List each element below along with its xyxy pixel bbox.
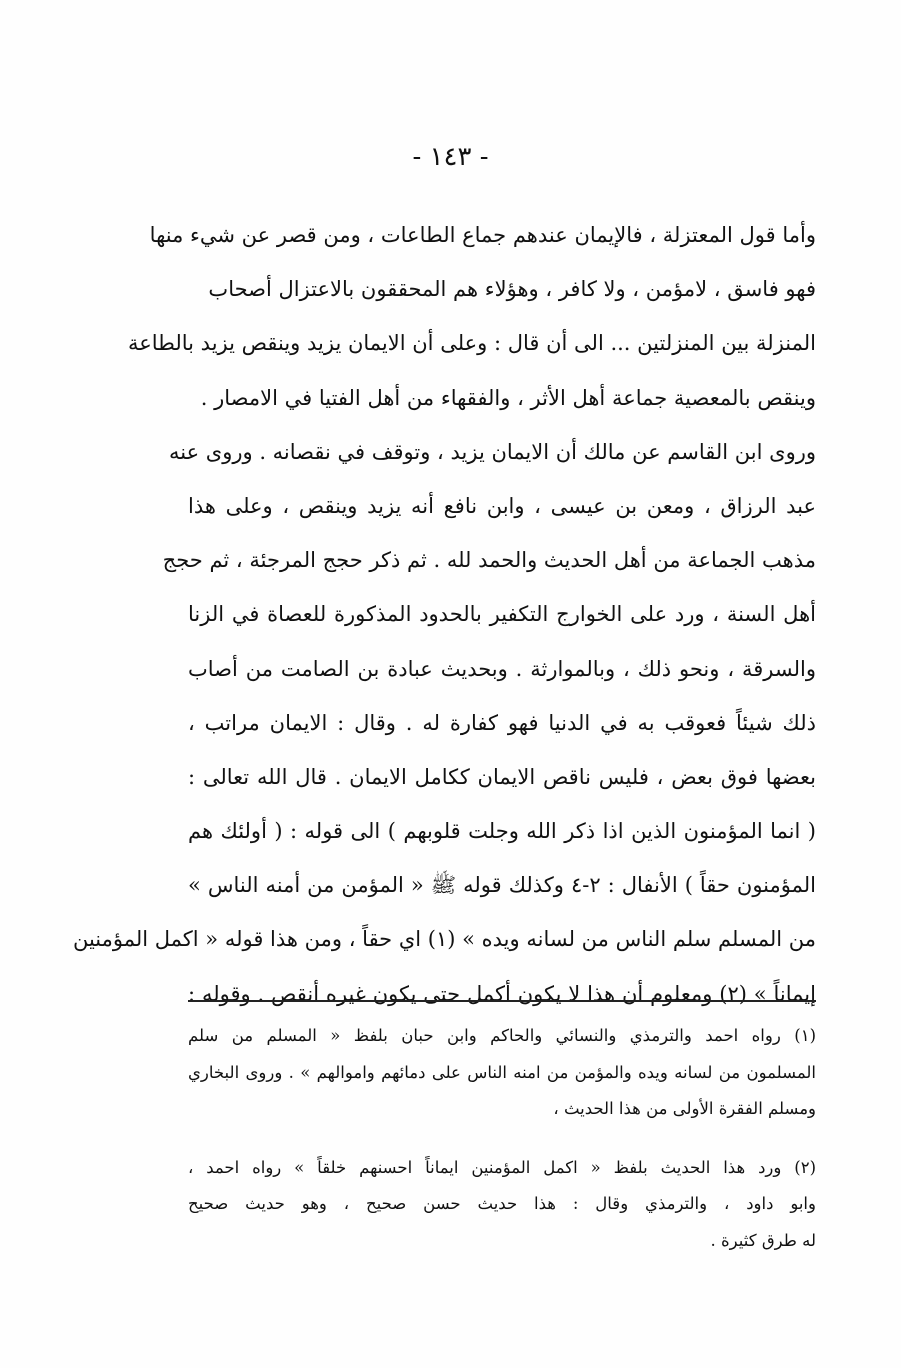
text-line: أهل السنة ، ورد على الخوارج التكفير بالحدود المذكورة للعصاة في الزنا: [188, 602, 816, 627]
text-line: وأما قول المعتزلة ، فالإيمان عندهم جماع الطاعات ، ومن قصر عن شيء منها: [149, 223, 816, 247]
footnote-line: (١) رواه احمد والترمذي والنسائي والحاكم وابن حبان بلفظ « المسلم من سلم: [188, 1026, 816, 1045]
text-line: إيماناً » (٢) ومعلوم أن هذا لا يكون أكمل حتى يكون غيره أنقص . وقوله :: [188, 981, 816, 1006]
text-line: وروى ابن القاسم عن مالك أن الايمان يزيد ، وتوقف في نقصانه . وروى عنه: [168, 439, 816, 464]
text-line: والسرقة ، ونحو ذلك ، وبالموارثة . وبحديث عبادة بن الصامت من أصاب: [188, 656, 816, 681]
text-line: من المسلم سلم الناس من لسانه ويده » (١) اي حقاً ، ومن هذا قوله « اكمل المؤمنين: [72, 927, 816, 952]
text-line: المنزلة بين المنزلتين ... الى أن قال : وعلى أن الايمان يزيد وينقص يزيد بالطاعة: [127, 331, 816, 356]
footnote-gap: [188, 1128, 816, 1150]
text-line: بعضها فوق بعض ، فليس ناقص الايمان ككامل الايمان . قال الله تعالى :: [188, 764, 816, 789]
text-line: عبد الرزاق ، ومعن بن عيسى ، وابن نافع أنه يزيد وينقص ، وعلى هذا: [188, 493, 816, 518]
footnote-line: (٢) ورد هذا الحديث بلفظ « اكمل المؤمنين ايماناً احسنهم خلقاً » رواه احمد ،: [188, 1157, 816, 1177]
main-text: [72, 208, 816, 1021]
footnote-line: ومسلم الفقرة الأولى من هذا الحديث ،: [553, 1099, 816, 1118]
footnote-line: وابو داود ، والترمذي وقال : هذا حديث حسن صحيح ، وهو حديث صحيح: [188, 1194, 816, 1213]
text-line: فهو فاسق ، لامؤمن ، ولا كافر ، وهؤلاء هم المحققون بالاعتزال أصحاب: [208, 277, 816, 302]
page-number: - ١٤٣ -: [412, 142, 489, 172]
text-line: المؤمنون حقاً ) الأنفال : ٢-٤ وكذلك قوله ﷺ « المؤمن من أمنه الناس »: [188, 873, 816, 898]
text-line: مذهب الجماعة من أهل الحديث والحمد لله . ثم ذكر حجج المرجئة ، ثم حجج: [162, 548, 816, 573]
text-line: وينقص بالمعصية جماعة أهل الأثر ، والفقهاء من أهل الفتيا في الامصار .: [200, 385, 816, 410]
footnotes: [188, 1018, 816, 1259]
footnote-line: له طرق كثيرة .: [710, 1230, 816, 1250]
footnote-separator: [188, 1000, 816, 1002]
text-line: ذلك شيئاً فعوقب به في الدنيا فهو كفارة له . وقال : الايمان مراتب ،: [188, 710, 816, 735]
text-line: ( انما المؤمنون الذين اذا ذكر الله وجلت قلوبهم ) الى قوله : ( أولئك هم: [188, 819, 816, 844]
footnote-line: المسلمون من لسانه ويده والمؤمن من امنه الناس على دمائهم واموالهم » . وروى البخاري: [188, 1062, 816, 1082]
